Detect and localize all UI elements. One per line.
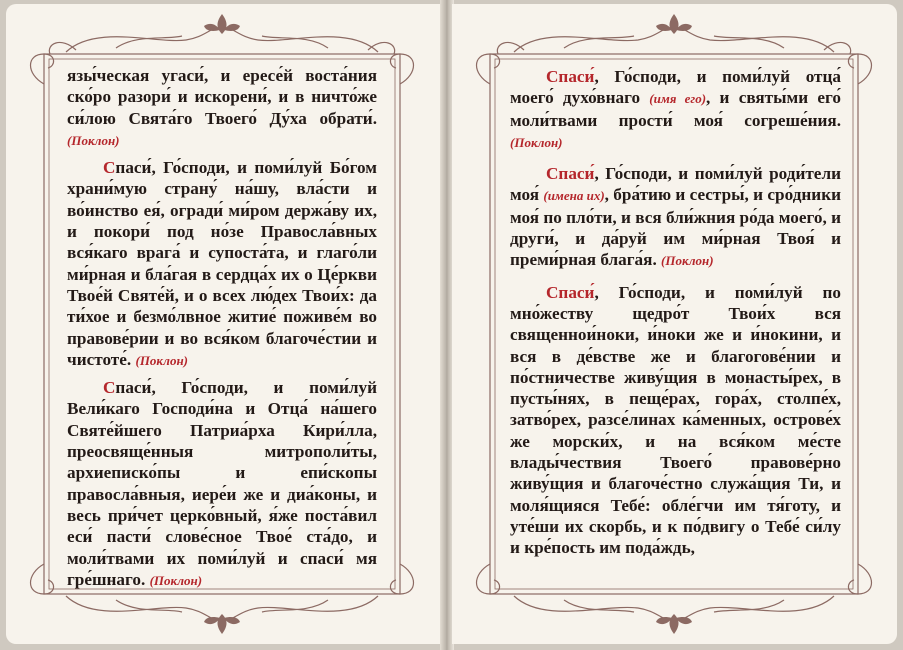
right-p2-name-note: (имена их)	[543, 188, 605, 204]
right-paragraph-2	[510, 163, 841, 271]
left-page	[6, 4, 442, 644]
left-p1-text: язы́ческая угаси́, и ересе́й воста́ния ско́ро разори́ и искорени́, и в ничто́же си́лою Свята́го Твоего́ Ду́ха обрати́.	[67, 66, 377, 128]
right-p2-note: (Поклон)	[661, 253, 714, 269]
right-p1-text-a: ́, Го́споди, и поми́луй отца́ моего́ духо́внаго	[510, 67, 841, 108]
right-paragraph-1	[510, 66, 841, 153]
left-p3-text: паси́, Го́споди, и поми́луй Вели́каго Господи́на и Отца́ на́шего Святе́йшего Патриа́рха Кири́лла, преосвяще́нныя митрополи́ты, архиеписко́пы и епи́скопы правосла́вныя, иере́и же и диа́коны, и весь при́чет церко́вный, я́же поста́вил еси́ пасти́ слове́сное Твое́ ста́до, и моли́твами их поми́луй и спаси́ мя гре́шнаго.	[67, 378, 377, 589]
right-p1-initial: Спаси	[546, 67, 595, 86]
right-p3-initial: Спаси	[546, 282, 595, 302]
left-p3-initial: С	[103, 378, 116, 398]
left-paragraph-2	[67, 157, 377, 371]
right-p3-text: ́, Го́споди, и поми́луй по мно́жеству щедро́т Твои́х вся священнои́ноки, и́ноки же и и́нокини, и вся в де́встве же и благогове́нии и по́стничестве живу́щия в монасты́рех, в пусты́нях, в пеще́рах, гора́х, столпе́х, затво́рех, разсе́линах ка́менных, острове́х же морски́х, и на вся́ком ме́сте влады́чествия Твоего́ правове́рно живу́щия и благоче́стно служа́щия Ти, и моля́щияся Тебе́: обле́гчи им тя́готу, и уте́ши их скорбь, и к по́двигу о Тебе́ си́лу и кре́пость им пода́ждь,	[510, 282, 841, 558]
left-paragraph-1	[67, 65, 377, 151]
right-p1-text-b: , и святы́ми его́ моли́твами прости́ моя́ согреше́ния.	[510, 88, 841, 130]
right-paragraph-3	[510, 282, 841, 559]
right-p2-initial: Спаси	[546, 164, 595, 184]
right-p1-name-note: (имя его)	[649, 91, 707, 107]
right-page	[452, 4, 897, 644]
right-page-text	[510, 66, 841, 559]
right-p2-text-b: , бра́тию и сестры́, и сро́дники моя́ по пло́ти, и вся бли́жния ро́да моего́, и други́, и да́руй им ми́рная Твоя́ и преми́рная блага́я.	[510, 185, 841, 270]
left-page-text	[67, 65, 377, 591]
left-p2-initial: С	[103, 158, 116, 178]
left-p2-note: (Поклон)	[135, 352, 188, 368]
left-p2-text: паси́, Го́споди, и поми́луй Бо́гом храни́мую страну́ на́шу, вла́сти и во́инство ея́, огради́ ми́ром держа́ву их, и покори́ под но́зе Правосла́вных вся́каго врага́ и супоста́та, и глаго́ли ми́рная и бла́гая в сердца́х их о Це́ркви Твое́й Святе́й, и о всех лю́дех Твои́х: да ти́хое и безмо́лвное житие́ поживе́м во правове́рии и во вся́ком благоче́стии и чистоте́.	[67, 158, 377, 369]
left-paragraph-3	[67, 377, 377, 591]
right-p1-note: (Поклон)	[510, 134, 563, 150]
left-p1-note: (Поклон)	[67, 132, 120, 148]
left-p3-note: (Поклон)	[149, 572, 203, 588]
right-p2-text-a: ́, Го́споди, и поми́луй роди́тели моя́	[510, 164, 841, 205]
